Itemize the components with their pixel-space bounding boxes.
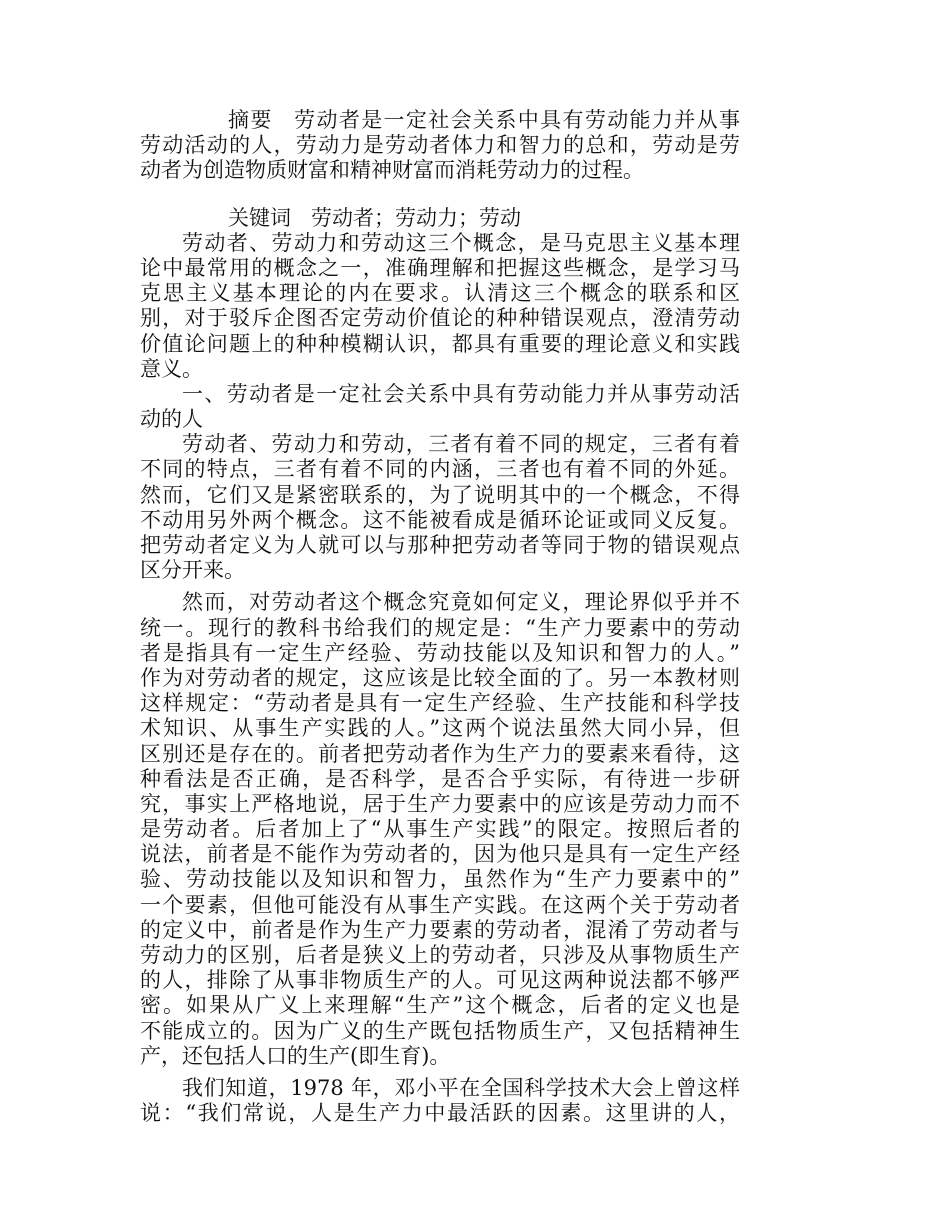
text-line: 把劳动者定义为人就可以与那种把劳动者等同于物的错误观点 xyxy=(140,533,740,557)
text-line: 是劳动者。后者加上了“从事生产实践”的限定。按照后者的 xyxy=(140,817,740,842)
text-line: 验、劳动技能以及知识和智力，虽然作为“生产力要素中的” xyxy=(140,867,740,892)
text-line: 价值论问题上的种种模糊认识，都具有重要的理论意义和实践 xyxy=(140,331,740,356)
abstract-line: 劳动活动的人，劳动力是劳动者体力和智力的总和，劳动是劳 xyxy=(140,133,740,158)
text-line: 克思主义基本理论的内在要求。认清这三个概念的联系和区 xyxy=(140,281,740,306)
abstract-line xyxy=(140,108,740,133)
text-line: 说：“我们常说，人是生产力中最活跃的因素。这里讲的人， xyxy=(140,1101,740,1126)
text-line: 种看法是否正确，是否科学，是否合乎实际，有待进一步研 xyxy=(140,766,740,791)
paragraph-textbooks xyxy=(140,590,740,1069)
keywords-label: 关键词 xyxy=(228,205,291,230)
text-line: 不动用另外两个概念。这不能被看成是循环论证或同义反复。 xyxy=(140,507,740,532)
text-line: 统一。现行的教科书给我们的规定是：“生产力要素中的劳动 xyxy=(140,615,740,640)
heading-line: 一、劳动者是一定社会关系中具有劳动能力并从事劳动活 xyxy=(182,381,740,406)
keywords-line xyxy=(140,206,740,231)
paragraph-intro xyxy=(140,231,740,382)
text-line: 的定义中，前者是作为生产力要素的劳动者，混淆了劳动者与 xyxy=(140,917,740,942)
text-line: 区别还是存在的。前者把劳动者作为生产力的要素来看待，这 xyxy=(140,741,740,766)
text-line: 这样规定：“劳动者是具有一定生产经验、生产技能和科学技 xyxy=(140,691,740,716)
heading-line: 动的人 xyxy=(140,407,203,432)
paragraph-deng xyxy=(140,1076,740,1126)
abstract-text: 劳动者是一定社会关系中具有劳动能力并从事 xyxy=(292,108,741,132)
document-page xyxy=(140,108,740,1126)
text-line: 我们知道，1978 年，邓小平在全国科学技术大会上曾这样 xyxy=(182,1075,740,1100)
text-line: 然而，它们又是紧密联系的，为了说明其中的一个概念，不得 xyxy=(140,482,740,507)
text-line: 别，对于驳斥企图否定劳动价值论的种种错误观点，澄清劳动 xyxy=(140,306,740,331)
text-line: 意义。 xyxy=(140,356,203,381)
abstract-label: 摘要 xyxy=(228,108,273,132)
text-line: 产，还包括人口的生产(即生育)。 xyxy=(140,1043,451,1068)
paragraph-definitions xyxy=(140,432,740,583)
text-line: 劳动者、劳动力和劳动，三者有着不同的规定，三者有着 xyxy=(182,432,740,457)
text-line: 然而，对劳动者这个概念究竟如何定义，理论界似乎并不 xyxy=(182,590,740,615)
keywords-text: 劳动者；劳动力；劳动 xyxy=(311,205,521,230)
text-line: 论中最常用的概念之一，准确理解和把握这些概念，是学习马 xyxy=(140,255,740,280)
text-line: 一个要素，但他可能没有从事生产实践。在这两个关于劳动者 xyxy=(140,892,740,917)
text-line: 劳动者、劳动力和劳动这三个概念，是马克思主义基本理 xyxy=(182,230,740,255)
section-heading xyxy=(140,382,740,432)
text-line: 区分开来。 xyxy=(140,558,245,583)
text-line: 的人，排除了从事非物质生产的人。可见这两种说法都不够严 xyxy=(140,968,740,993)
abstract-line: 动者为创造物质财富和精神财富而消耗劳动力的过程。 xyxy=(140,158,644,183)
text-line: 术知识、从事生产实践的人。”这两个说法虽然大同小异，但 xyxy=(140,716,740,741)
text-line: 作为对劳动者的规定，这应该是比较全面的了。另一本教材则 xyxy=(140,665,740,690)
text-line: 不同的特点，三者有着不同的内涵，三者也有着不同的外延。 xyxy=(140,457,740,482)
text-line: 不能成立的。因为广义的生产既包括物质生产，又包括精神生 xyxy=(140,1018,740,1043)
text-line: 者是指具有一定生产经验、劳动技能以及知识和智力的人。” xyxy=(140,640,740,665)
text-line: 究，事实上严格地说，居于生产力要素中的应该是劳动力而不 xyxy=(140,791,740,816)
text-line: 劳动力的区别，后者是狭义上的劳动者，只涉及从事物质生产 xyxy=(140,943,740,967)
text-line: 密。如果从广义上来理解“生产”这个概念，后者的定义也是 xyxy=(140,993,740,1018)
text-line: 说法，前者是不能作为劳动者的，因为他只是具有一定生产经 xyxy=(140,842,740,867)
